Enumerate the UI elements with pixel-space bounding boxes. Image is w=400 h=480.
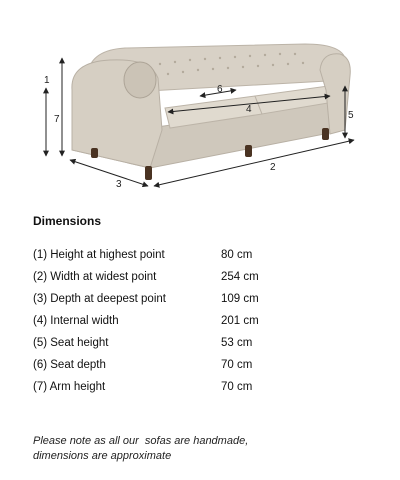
dimension-row-seat-height	[33, 332, 333, 354]
note-line-2: dimensions are approximate	[33, 450, 172, 462]
dimension-row-seat-depth	[33, 354, 333, 376]
dimension-value: 53 cm	[221, 337, 253, 349]
dimensions-list	[33, 244, 333, 398]
dimension-value: 70 cm	[221, 381, 253, 393]
dimension-row-internal-width	[33, 310, 333, 332]
dimension-label: (7) Arm height	[33, 381, 106, 393]
dimension-value: 109 cm	[221, 293, 259, 305]
dimension-value: 201 cm	[221, 315, 259, 327]
dimension-label: (3) Depth at deepest point	[33, 293, 166, 305]
left-arm-scroll	[124, 62, 156, 98]
sofa-illustration	[72, 44, 350, 180]
callout-4: 4	[246, 104, 252, 115]
note-line-1: Please note as all our sofas are handmade,	[33, 435, 249, 447]
sofa-dimension-diagram	[0, 0, 400, 200]
dimension-row-depth	[33, 288, 333, 310]
callout-3: 3	[116, 179, 122, 190]
dimensions-heading: Dimensions	[33, 214, 102, 228]
dimension-value: 254 cm	[221, 271, 259, 283]
dimension-label: (1) Height at highest point	[33, 249, 165, 261]
handmade-note	[33, 434, 248, 464]
dimension-label: (5) Seat height	[33, 337, 109, 349]
callout-2: 2	[270, 162, 276, 173]
callout-6: 6	[217, 84, 223, 95]
dimension-label: (2) Width at widest point	[33, 271, 157, 283]
dimension-value: 70 cm	[221, 359, 253, 371]
dimension-label: (6) Seat depth	[33, 359, 106, 371]
callout-1: 1	[44, 75, 50, 86]
callout-7: 7	[54, 114, 60, 125]
dimension-row-width	[33, 266, 333, 288]
dimension-row-arm-height	[33, 376, 333, 398]
callout-5: 5	[348, 110, 354, 121]
dimension-label: (4) Internal width	[33, 315, 119, 327]
dimension-row-height	[33, 244, 333, 266]
dimension-value: 80 cm	[221, 249, 253, 261]
